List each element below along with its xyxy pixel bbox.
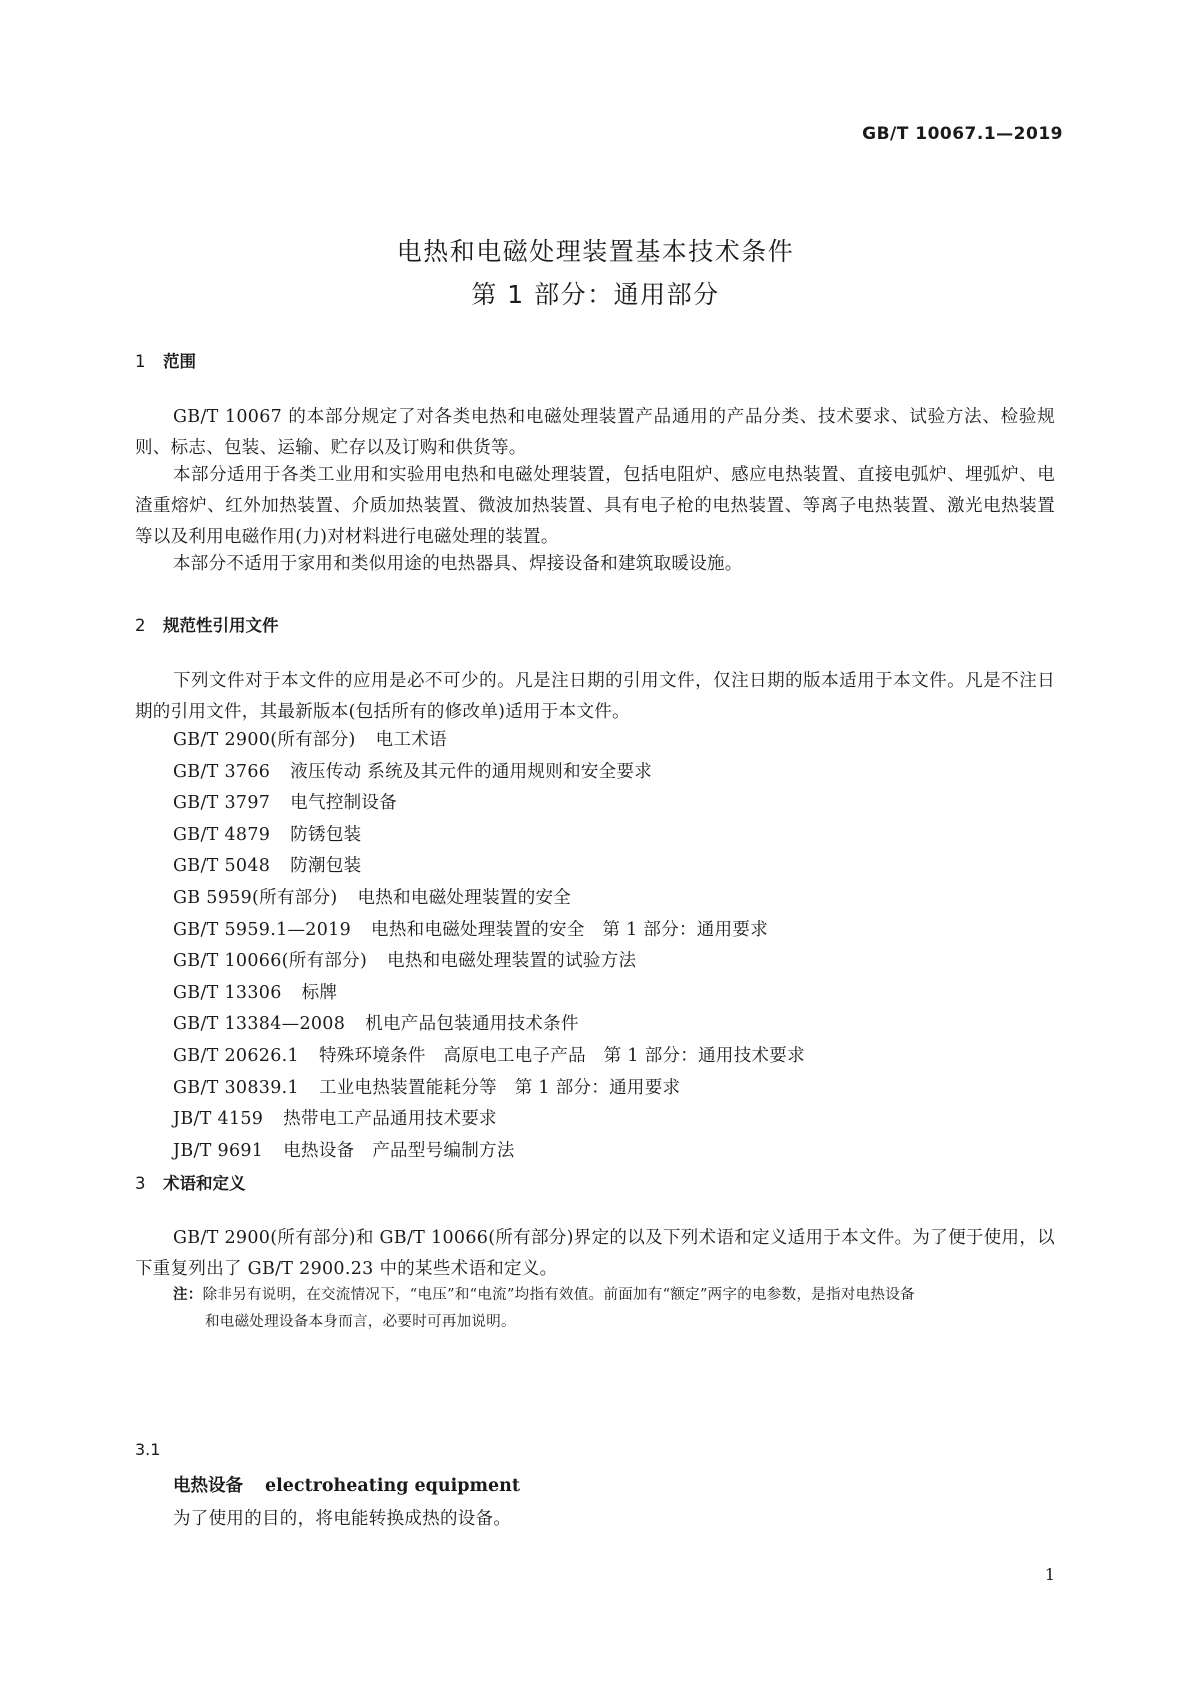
term-english: electroheating equipment: [265, 1476, 520, 1496]
reference-code: JB/T 9691: [173, 1140, 264, 1161]
reference-item: [173, 946, 805, 978]
section-number: 1: [135, 352, 146, 371]
reference-title: 电热和电磁处理装置的试验方法: [387, 951, 637, 972]
reference-code: JB/T 4159: [173, 1109, 264, 1130]
reference-item: [173, 820, 805, 852]
reference-item: [173, 1041, 805, 1073]
reference-title: 防潮包装: [290, 856, 362, 877]
reference-list: [173, 725, 805, 1167]
note-text: 除非另有说明，在交流情况下，“电压”和“电流”均指有效值。前面加有“额定”两字的电参数，是指对电热设备: [202, 1287, 915, 1303]
reference-title: 电热和电磁处理装置的安全: [357, 887, 572, 908]
reference-code: GB/T 13306: [173, 982, 282, 1003]
reference-code: GB/T 4879: [173, 824, 271, 845]
section-number: 2: [135, 616, 146, 635]
reference-code: GB/T 13384—2008: [173, 1014, 346, 1035]
section-heading-normative-references: [135, 612, 279, 636]
section-title: 范围: [163, 352, 196, 371]
document-subtitle: 第 1 部分：通用部分: [471, 280, 720, 309]
reference-item: [173, 757, 805, 789]
reference-title: 电热设备 产品型号编制方法: [283, 1140, 515, 1161]
term-chinese: 电热设备: [173, 1476, 243, 1496]
reference-title: 电热和电磁处理装置的安全 第 1 部分：通用要求: [371, 919, 769, 940]
paragraph: 本部分不适用于家用和类似用途的电热器具、焊接设备和建筑取暖设施。: [173, 554, 743, 574]
reference-item: [173, 915, 805, 947]
note-text-continued: 和电磁处理设备本身而言，必要时可再加说明。: [205, 1314, 516, 1330]
reference-item: [173, 1136, 805, 1168]
paragraph: 下列文件对于本文件的应用是必不可少的。凡是注日期的引用文件，仅注日期的版本适用于本文件。凡是不注日期的引用文件，其最新版本(包括所有的修改单)适用于本文件。: [135, 671, 1055, 722]
reference-item: [173, 851, 805, 883]
section-number: 3: [135, 1174, 146, 1193]
section-title: 术语和定义: [163, 1174, 246, 1193]
reference-item: [173, 1009, 805, 1041]
term-heading: [173, 1472, 520, 1497]
reference-item: [173, 1073, 805, 1105]
reference-code: GB/T 20626.1: [173, 1045, 299, 1066]
reference-item: [173, 978, 805, 1010]
term-number: 3.1: [135, 1440, 161, 1459]
reference-code: GB/T 3797: [173, 793, 271, 814]
reference-title: 特殊环境条件 高原电工电子产品 第 1 部分：通用技术要求: [318, 1045, 805, 1066]
document-title: 电热和电磁处理装置基本技术条件: [396, 237, 795, 266]
reference-title: 工业电热装置能耗分等 第 1 部分：通用要求: [318, 1077, 681, 1098]
note: [173, 1282, 1053, 1336]
reference-code: GB 5959(所有部分): [173, 887, 338, 908]
section-heading-terms-definitions: [135, 1170, 246, 1194]
section-heading-scope: [135, 348, 196, 372]
reference-code: GB/T 10066(所有部分): [173, 951, 368, 972]
reference-code: GB/T 5959.1—2019: [173, 919, 352, 940]
reference-code: GB/T 5048: [173, 856, 271, 877]
reference-code: GB/T 2900(所有部分): [173, 730, 356, 750]
note-label: 注：: [173, 1287, 203, 1303]
term-definition: 为了使用的目的，将电能转换成热的设备。: [173, 1509, 512, 1529]
reference-code: GB/T 3766: [173, 761, 271, 782]
reference-code: GB/T 30839.1: [173, 1077, 299, 1098]
reference-title: 防锈包装: [290, 824, 362, 845]
section-title: 规范性引用文件: [163, 616, 279, 635]
paragraph: GB/T 10067 的本部分规定了对各类电热和电磁处理装置产品通用的产品分类、技术要求、试验方法、检验规则、标志、包装、运输、贮存以及订购和供货等。: [135, 407, 1055, 458]
paragraph: 本部分适用于各类工业用和实验用电热和电磁处理装置，包括电阻炉、感应电热装置、直接电弧炉、埋弧炉、电渣重熔炉、红外加热装置、介质加热装置、微波加热装置、具有电子枪的电热装置、等离子电热装置、激光电热装置等以及利用电磁作用(力)对材料进行电磁处理的装置。: [135, 465, 1055, 547]
page-number: 1: [1044, 1565, 1055, 1584]
standard-number: GB/T 10067.1—2019: [862, 124, 1063, 144]
reference-item: [173, 788, 805, 820]
paragraph: GB/T 2900(所有部分)和 GB/T 10066(所有部分)界定的以及下列术语和定义适用于本文件。为了便于使用，以下重复列出了 GB/T 2900.23 中的某些术语和定义。: [135, 1228, 1055, 1279]
reference-item: [173, 1104, 805, 1136]
reference-title: 热带电工产品通用技术要求: [283, 1109, 497, 1130]
reference-title: 机电产品包装通用技术条件: [365, 1014, 579, 1035]
reference-item: [173, 883, 805, 915]
reference-item: [173, 725, 805, 757]
reference-title: 液压传动 系统及其元件的通用规则和安全要求: [290, 761, 653, 782]
reference-title: 电气控制设备: [290, 793, 398, 814]
reference-title: 标牌: [301, 982, 338, 1003]
reference-title: 电工术语: [375, 730, 447, 750]
